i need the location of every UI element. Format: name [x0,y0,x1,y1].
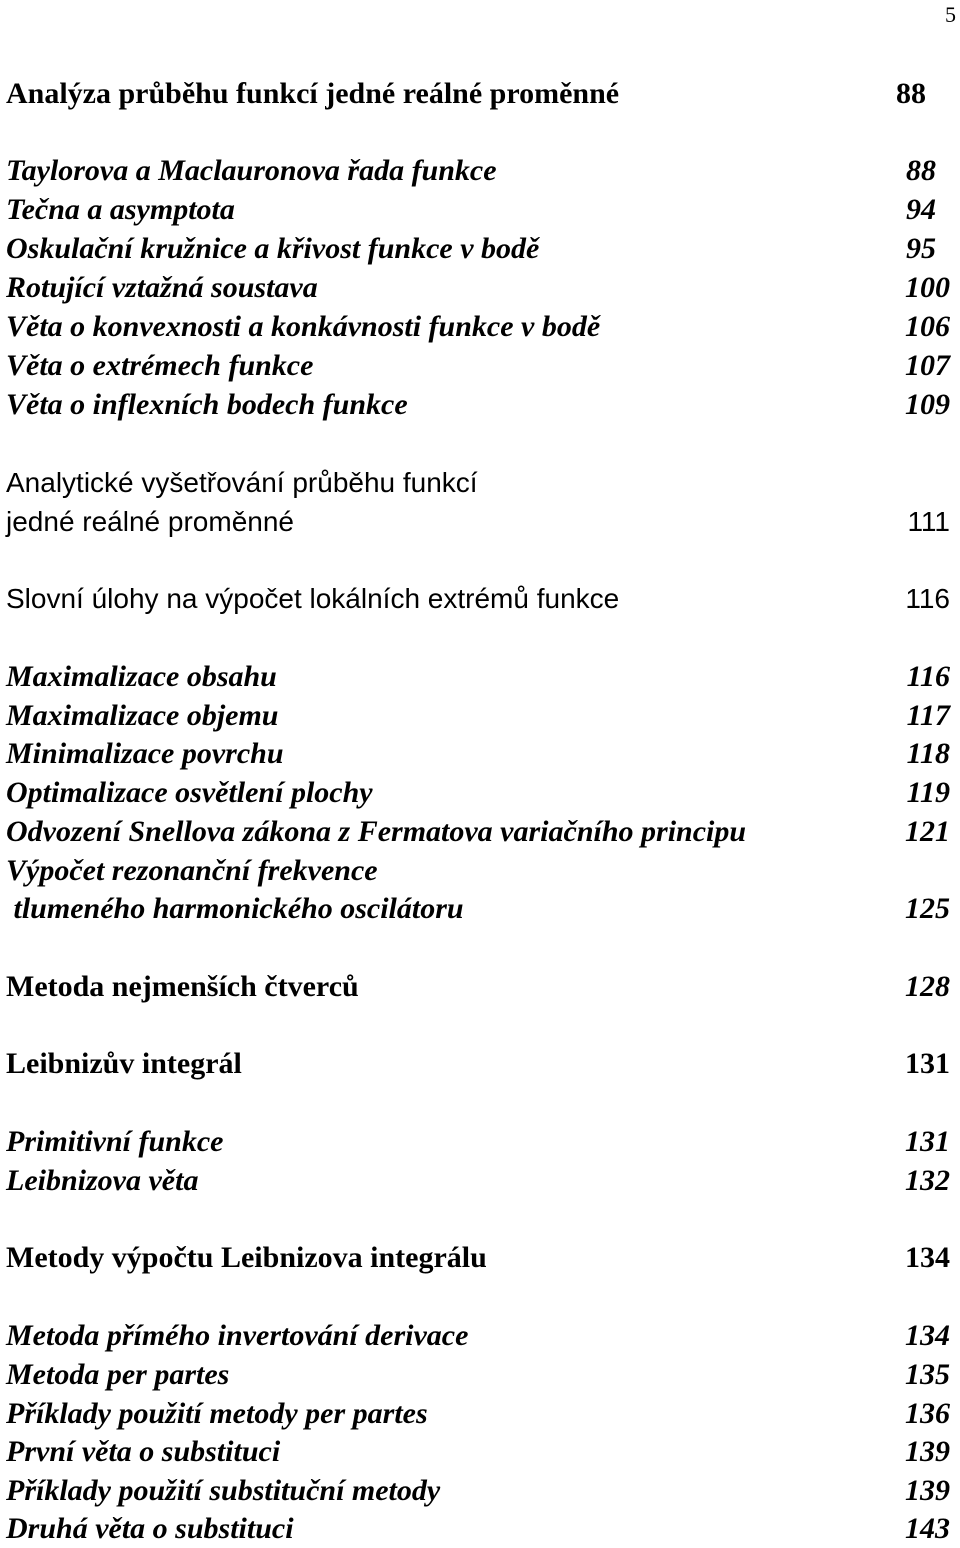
toc-entry [6,1510,950,1548]
toc-entry [6,75,950,113]
toc-title: Věta o extrémech funkce [6,349,314,382]
toc-title: Metody výpočtu Leibnizova integrálu [6,1241,487,1274]
toc-entry [6,191,950,229]
toc-page: 143 [905,1512,950,1545]
toc-page: 106 [905,310,950,343]
toc-title: Primitivní funkce [6,1125,224,1158]
toc-entry [6,152,950,190]
toc-title: Slovní úlohy na výpočet lokálních extrémů funkce [6,583,620,614]
toc-page: 107 [905,349,950,382]
toc-entry [6,1472,950,1510]
toc-entry [6,269,950,307]
toc-title: Věta o inflexních bodech funkce [6,388,408,421]
toc-entry [6,774,950,812]
toc-title: Rotující vztažná soustava [6,271,318,304]
toc-page: 118 [906,737,950,770]
toc-page: 100 [905,271,950,304]
toc-page: 111 [907,506,950,537]
toc-entry [6,308,950,346]
toc-title: tlumeného harmonického oscilátoru [6,892,464,925]
toc-page: 136 [905,1397,950,1430]
toc-title: Leibnizův integrál [6,1047,242,1080]
toc-page: 139 [905,1474,950,1507]
toc-page: 109 [905,388,950,421]
toc-page: 94 [906,193,936,226]
toc-page: 116 [906,660,950,693]
toc-entry [6,503,950,541]
toc-page: 132 [905,1164,950,1197]
toc-title: Příklady použití substituční metody [6,1474,441,1507]
toc-entry [6,1162,950,1200]
toc-page: 121 [905,815,950,848]
toc-title: Příklady použití metody per partes [6,1397,428,1430]
toc-entry [6,813,950,851]
toc-title: Metoda přímého invertování derivace [6,1319,469,1352]
toc-title: Oskulační kružnice a křivost funkce v bodě [6,232,540,265]
toc-page: 88 [896,77,926,110]
toc-entry [6,230,950,268]
toc-entry [6,1045,950,1083]
toc-title: Maximalizace objemu [6,699,279,732]
toc-page: 131 [905,1125,950,1158]
toc-page: 119 [906,776,950,809]
toc-title: Maximalizace obsahu [6,660,277,693]
toc-page: 116 [905,583,950,614]
toc-title: Taylorova a Maclauronova řada funkce [6,154,497,187]
toc-page: 95 [906,232,936,265]
toc-entry [6,580,950,618]
toc-entry [6,347,950,385]
toc-title: Věta o konvexnosti a konkávnosti funkce v bodě [6,310,601,343]
toc-page: 117 [906,699,950,732]
toc-title: Analýza průběhu funkcí jedné reálné proměnné [6,77,620,110]
toc-title: Odvození Snellova zákona z Fermatova variačního principu [6,815,747,848]
toc-title: Metoda per partes [6,1358,230,1391]
toc-page: 125 [905,892,950,925]
toc-title: Tečna a asymptota [6,193,235,226]
toc-page: 128 [905,970,950,1003]
toc-entry [6,1356,950,1394]
toc-entry [6,735,950,773]
toc-entry [6,890,950,928]
toc-entry [6,697,950,735]
toc-title: Optimalizace osvětlení plochy [6,776,373,809]
toc-entry [6,386,950,424]
toc-title: Analytické vyšetřování průběhu funkcí [6,467,478,498]
toc-page: 135 [905,1358,950,1391]
toc-page: 88 [906,154,936,187]
page-number: 5 [945,2,956,27]
toc-title: Leibnizova věta [6,1164,199,1197]
toc-title: Druhá věta o substituci [6,1512,294,1545]
toc-entry [6,1395,950,1433]
toc-entry [6,1123,950,1161]
toc-entry [6,852,950,890]
toc-title: jedné reálné proměnné [6,506,294,537]
toc-page: 134 [905,1319,950,1352]
toc-entry [6,1239,950,1277]
toc-title: Minimalizace povrchu [6,737,284,770]
toc-entry [6,658,950,696]
toc-entry [6,1433,950,1471]
toc-page: 134 [905,1241,950,1274]
toc-title: Metoda nejmenších čtverců [6,970,359,1003]
toc-title: První věta o substituci [6,1435,281,1468]
toc-page: 139 [905,1435,950,1468]
toc-entry [6,464,950,502]
toc-title: Výpočet rezonanční frekvence [6,854,378,887]
toc-page: 131 [905,1047,950,1080]
toc-entry [6,968,950,1006]
toc-entry [6,1317,950,1355]
